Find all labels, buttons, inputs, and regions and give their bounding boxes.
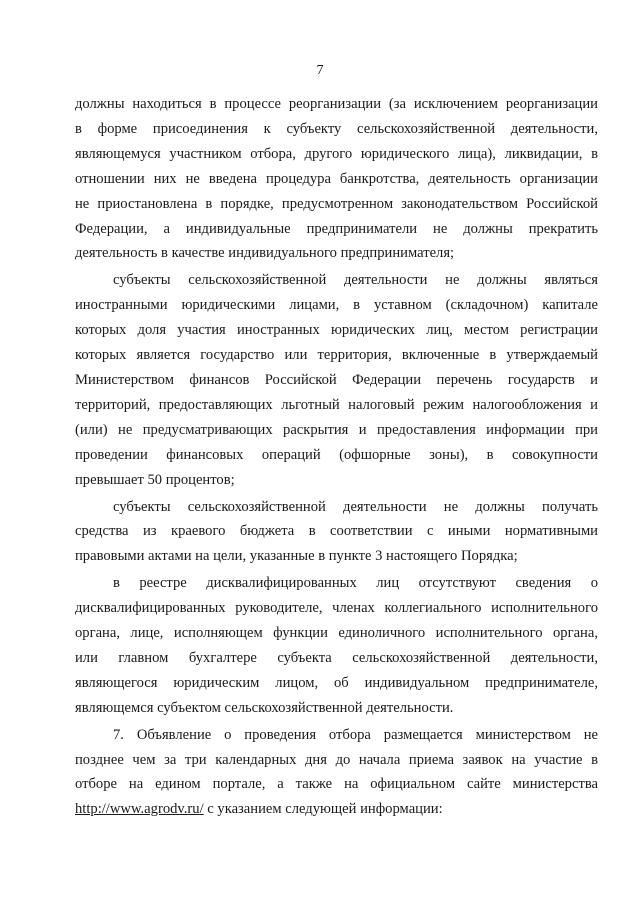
text-line: в форме присоединения к субъекту сельскохозяйственной деятельности, <box>75 120 598 137</box>
text-line: проведении финансовых операций (офшорные зоны), в совокупности <box>75 446 598 463</box>
text-line: субъекты сельскохозяйственной деятельности не должны получать <box>113 498 598 515</box>
text-fragment: с указанием следующей информации: <box>203 801 443 818</box>
text-line: в реестре дисквалифицированных лиц отсутствуют сведения о <box>113 575 598 592</box>
text-line: отборе на едином портале, а также на официальном сайте министерства <box>75 776 598 793</box>
paragraph-reorganization <box>75 92 598 266</box>
text-line: средства из краевого бюджета в соответствии с иными нормативными <box>75 523 598 540</box>
ministry-website-link[interactable]: http://www.agrodv.ru/ <box>75 801 204 818</box>
text-line: Министерством финансов Российской Федерации перечень государств и <box>75 371 598 388</box>
page-number: 7 <box>316 63 324 78</box>
text-line: дисквалифицированных руководителе, членах коллегиального исполнительного <box>75 600 598 617</box>
document-body <box>75 92 598 822</box>
paragraph-7-announcement <box>75 723 598 823</box>
text-line: не приостановлена в порядке, предусмотренном законодательством Российской <box>75 195 598 212</box>
text-line: правовыми актами на цели, указанные в пункте 3 настоящего Порядка; <box>75 548 518 565</box>
text-line: территорий, предоставляющих льготный налоговый режим налогообложения и <box>75 396 598 413</box>
text-line: 7. Объявление о проведения отбора размещается министерством не <box>113 726 598 743</box>
text-line: Федерации, а индивидуальные предприниматели не должны прекратить <box>75 220 598 237</box>
text-line <box>75 797 598 822</box>
text-line: которых доля участия иностранных юридических лиц, местом регистрации <box>75 322 598 339</box>
text-line: которых является государство или территория, включенные в утверждаемый <box>75 347 598 364</box>
text-line: отношении них не введена процедура банкротства, деятельность организации <box>75 170 598 187</box>
text-line: органа, лице, исполняющем функции единоличного исполнительного органа, <box>75 625 598 642</box>
text-line: иностранными юридическими лицами, в уставном (складочном) капитале <box>75 297 598 314</box>
text-line: или главном бухгалтере субъекта сельскохозяйственной деятельности, <box>75 649 598 666</box>
text-line: являющегося юридическим лицом, об индивидуальном предпринимателе, <box>75 674 598 691</box>
paragraph-foreign-entities <box>75 268 598 492</box>
text-line: позднее чем за три календарных дня до начала приема заявок на участие в <box>75 751 598 768</box>
paragraph-regional-budget <box>75 495 598 570</box>
text-line: деятельность в качестве индивидуального предпринимателя; <box>75 245 455 262</box>
text-line: субъекты сельскохозяйственной деятельности не должны являться <box>113 272 598 289</box>
text-line: являющемуся участником отбора, другого юридического лица), ликвидации, в <box>75 145 598 162</box>
text-line: являющемся субъектом сельскохозяйственной деятельности. <box>75 699 454 716</box>
text-line: должны находиться в процессе реорганизации (за исключением реорганизации <box>75 96 598 112</box>
text-line: превышает 50 процентов; <box>75 471 235 488</box>
text-line: (или) не предусматривающих раскрытия и предоставления информации при <box>75 421 598 438</box>
paragraph-disqualified-registry <box>75 571 598 720</box>
